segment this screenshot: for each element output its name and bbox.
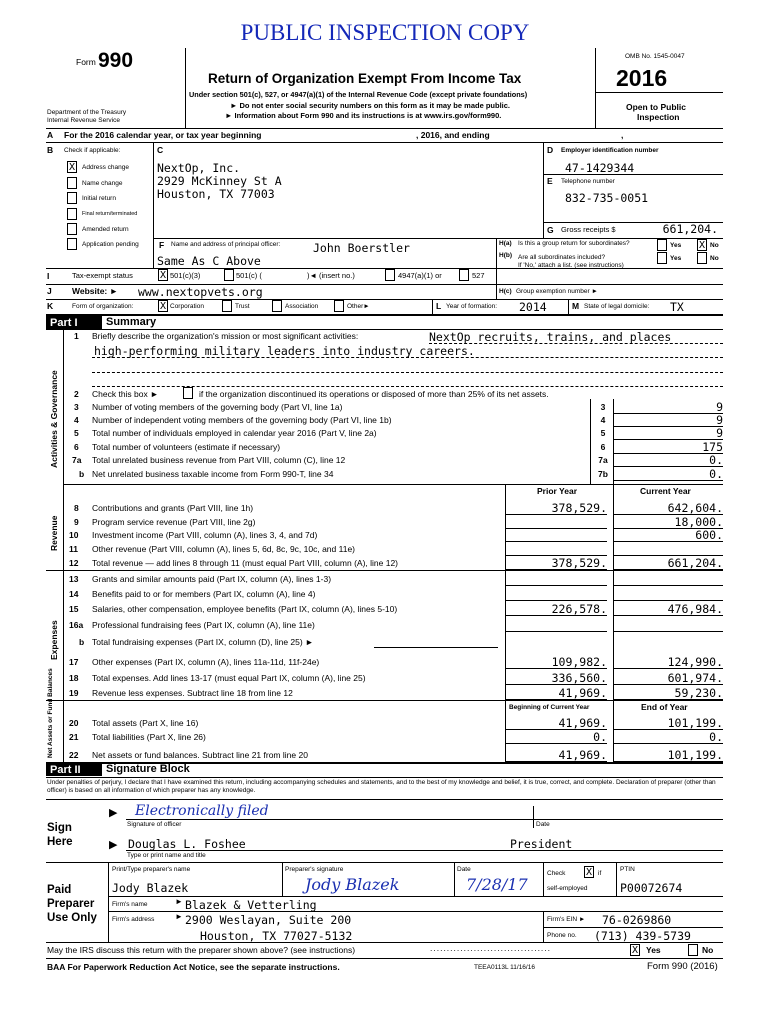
exp-line-num-3: 16a [69,620,84,630]
hb-yes-label: Yes [670,255,682,262]
officer-name: John Boerstler [313,241,410,255]
line-j-letter: J [47,286,52,296]
side-net-assets: Net Assets or Fund Balances [47,668,54,758]
exp2-line-num-0: 17 [69,657,79,667]
exp2-line-text-2: Revenue less expenses. Subtract line 18 from line 12 [92,688,293,698]
net-line-prior-0: 41,969. [505,717,607,730]
preparer-date: 7/28/17 [466,875,528,894]
org-city: Houston, TX 77003 [157,187,275,201]
checkbox-b-2[interactable] [67,192,77,204]
form-of-org-label: Form of organization: [72,303,134,310]
line-l-letter: L [436,301,442,311]
org-name: NextOp, Inc. [157,161,241,175]
exp-line-current-3 [613,619,723,632]
part1-title: Summary [106,316,157,328]
phone-no-label: Phone no. [547,932,577,939]
footer-form: Form 990 (2016) [647,961,718,972]
line2-text: Check this box ► [92,389,159,399]
gov-line-value-0: 9 [613,401,723,414]
line-c-letter: C [157,145,164,155]
exp2-line-num-1: 18 [69,673,79,683]
exp-line-num-2: 15 [69,604,79,614]
checkbox-b-label-2: Initial return [82,195,116,202]
line16b-num: b [79,637,85,647]
if-label: if [598,870,602,877]
ein-value: 47-1429344 [565,161,635,175]
preparer-sig-label: Preparer's signature [285,866,344,873]
tax-exempt-label: Tax-exempt status [72,271,133,280]
gov-line-box-2: 5 [600,428,606,438]
checkbox-b-5[interactable] [67,238,77,250]
exp-line-num-1: 14 [69,589,79,599]
firm-name: Blazek & Vetterling [185,898,317,912]
rev-line-text-1: Program service revenue (Part VIII, line 2g) [92,517,256,527]
checkbox-b-1[interactable] [67,177,77,189]
use-only-label: Use Only [47,912,97,924]
part1-tag: Part I [46,316,102,329]
gov-line-value-4: 0. [613,454,723,467]
rev-line-num-1: 9 [74,517,79,527]
omb-number: OMB No. 1545-0047 [625,53,685,60]
exp-line-prior-0 [505,573,607,586]
ha-label: H(a) [499,240,512,247]
self-employed-label: self-employed [547,885,588,892]
gov-line-value-3: 175 [613,441,723,454]
hb-yes-checkbox[interactable] [657,252,667,264]
firm-name-label: Firm's name [112,901,148,908]
preparer-name: Jody Blazek [112,881,189,895]
info-note: ► Information about Form 990 and its instructions is at www.irs.gov/form990. [225,111,502,120]
527-label: 527 [472,271,485,280]
corporation-label: Corporation [170,303,204,310]
ssn-note: ► Do not enter social security numbers on this form as it may be made public. [230,101,510,110]
association-checkbox[interactable] [272,300,282,312]
ein-label: Employer identification number [561,147,659,154]
gov-line-num-5: b [79,469,85,479]
gov-line-text-1: Number of independent voting members of the governing body (Part VI, line 1b) [92,415,392,425]
gov-line-value-5: 0. [613,468,723,481]
association-label: Association [285,303,319,310]
side-revenue: Revenue [49,515,59,551]
hb-text: Are all subordinates included? [518,254,606,261]
ptin-value: P00072674 [620,881,683,895]
501c-label: 501(c) ( [236,271,262,280]
checkbox-b-4[interactable] [67,223,77,235]
exp2-line-current-1: 601,974. [613,672,723,685]
sign-date-label: Date [536,821,550,828]
form-number: 990 [98,49,134,72]
rev-line-num-0: 8 [74,503,79,513]
phone-value: 832-735-0051 [565,191,649,205]
side-activities-governance: Activities & Governance [49,370,59,468]
exp-line-current-1 [613,588,723,601]
discuss-no-label: No [702,945,714,955]
gov-line-num-1: 4 [74,415,79,425]
firm-ein-value: 76-0269860 [602,913,672,927]
officer-address: Same As C Above [157,254,261,268]
rev-line-prior-3 [505,543,607,556]
trust-checkbox[interactable] [222,300,232,312]
rev-line-prior-0: 378,529. [505,502,607,515]
type-name-title-label: Type or print name and title [127,852,206,859]
net-line-num-1: 21 [69,732,79,742]
ha-text: Is this a group return for subordinates? [518,240,630,247]
discontinued-checkbox[interactable] [183,387,193,399]
line-i-letter: I [47,271,50,281]
checkbox-b-label-3: Final return/terminated [82,211,138,217]
rev-line-num-2: 10 [69,530,79,540]
prior-year-header: Prior Year [537,486,578,496]
rev-line-text-4: Total revenue — add lines 8 through 11 (must equal Part VIII, column (A), line 12) [92,558,398,568]
line-m-letter: M [572,301,580,311]
gov-line-num-0: 3 [74,402,79,412]
rev-line-text-0: Contributions and grants (Part VIII, line 1h) [92,503,254,513]
527-checkbox[interactable] [459,269,469,281]
gov-line-num-4: 7a [72,455,82,465]
boy-header: Beginning of Current Year [509,704,590,711]
501c3-checkbox[interactable]: X [159,270,167,281]
trust-label: Trust [235,303,250,310]
exp-line-prior-2: 226,578. [505,603,607,616]
exp2-line-current-2: 59,230. [613,687,723,700]
discuss-yes-checkbox[interactable]: X [631,945,639,956]
discuss-no-checkbox[interactable] [688,944,698,956]
exp2-line-current-0: 124,990. [613,656,723,669]
org-street: 2929 McKinney St A [157,174,282,188]
gov-line-box-1: 4 [600,415,606,425]
preparer-phone: (713) 439-5739 [594,929,691,943]
exp-line-num-0: 13 [69,574,79,584]
discuss-text: May the IRS discuss this return with the preparer shown above? (see instructions) [47,945,356,955]
net-line-text-1: Total liabilities (Part X, line 26) [92,732,206,742]
check-label: Check [547,870,566,877]
discuss-yes-label: Yes [646,945,661,955]
firm-address-2: Houston, TX 77027-5132 [200,929,353,943]
gov-line-text-0: Number of voting members of the governing body (Part VI, line 1a) [92,402,343,412]
footer-code: TEEA0113L 11/16/16 [474,964,535,971]
exp2-line-num-2: 19 [69,688,79,698]
tax-year: 2016 [616,65,668,91]
rev-line-text-3: Other revenue (Part VIII, column (A), lines 5, 6d, 8c, 9c, 10c, and 11e) [92,544,355,554]
net-line-current-1: 0. [613,731,723,744]
exp2-line-prior-1: 336,560. [505,672,607,685]
insert-no-label: )◄ (insert no.) [307,271,355,280]
checkbox-b-label-5: Application pending [82,241,139,248]
form-label: Form [76,57,96,67]
gov-line-text-4: Total unrelated business revenue from Part VIII, column (C), line 12 [92,455,346,465]
state-domicile-value: TX [670,300,684,314]
gov-line-box-0: 3 [600,402,606,412]
checkbox-b-label-4: Amended return [82,226,129,233]
ha-no-checkbox[interactable]: X [698,240,706,251]
hc-label: H(c) [499,288,512,295]
firm-address-1: 2900 Weslayan, Suite 200 [185,913,352,927]
exp2-line-prior-0: 109,982. [505,656,607,669]
501c-checkbox[interactable] [224,269,234,281]
gov-line-box-3: 6 [600,442,606,452]
preparer-date-label: Date [457,866,471,873]
line-b-letter: B [47,145,54,155]
form-title: Return of Organization Exempt From Income Tax [208,71,522,86]
eoy-header: End of Year [641,702,688,712]
gov-line-num-2: 5 [74,428,79,438]
open-public: Open to Public [626,102,686,112]
checkbox-b-3[interactable] [67,208,77,220]
line-e-letter: E [547,176,553,186]
checkbox-b-0[interactable]: X [68,162,76,173]
self-employed-checkbox[interactable]: X [585,867,593,878]
mission-line1: NextOp recruits, trains, and places [429,330,672,344]
gov-line-text-3: Total number of volunteers (estimate if necessary) [92,442,281,452]
ha-yes-checkbox[interactable] [657,239,667,251]
rev-line-num-4: 12 [69,558,79,568]
501c3-label: 501(c)(3) [170,271,201,280]
part2-title: Signature Block [106,763,190,775]
gov-line-text-2: Total number of individuals employed in calendar year 2016 (Part V, line 2a) [92,428,377,438]
rev-line-text-2: Investment income (Part VIII, column (A), lines 3, 4, and 7d) [92,530,318,540]
rev-line-current-1: 18,000. [613,516,723,529]
line-f-letter: F [159,240,165,250]
exp-line-prior-1 [505,588,607,601]
perjury-statement: Under penalties of perjury, I declare that I have examined this return, including accompanying schedules and statements, and to the best of my knowledge and belief, it is true, correct, and complete. Declaration of preparer (other than officer) is based on all information of which preparer has any knowledge. [47,779,716,794]
preparer-name-label: Print/Type preparer's name [112,866,191,873]
phone-label: Telephone number [561,178,615,185]
hb-no-checkbox[interactable] [697,252,707,264]
gov-line-value-2: 9 [613,427,723,440]
paid-label: Paid [47,884,72,896]
hc-text: Group exemption number ► [516,288,598,295]
mission-line2: high-performing military leaders into industry careers. [94,344,475,358]
rev-line-prior-4: 378,529. [505,557,607,570]
open-inspection: Inspection [637,112,680,122]
exp-line-text-2: Salaries, other compensation, employee benefits (Part IX, column (A), lines 5-10) [92,604,398,614]
exp-line-text-3: Professional fundraising fees (Part IX, column (A), line 11e) [92,620,315,630]
gov-line-box-4: 7a [598,455,608,465]
4947-checkbox[interactable] [385,269,395,281]
exp-line-current-2: 476,984. [613,603,723,616]
line-g-letter: G [547,225,554,235]
public-inspection-banner: PUBLIC INSPECTION COPY [240,20,530,45]
exp2-line-text-1: Total expenses. Add lines 13-17 (must equal Part IX, column (A), line 25) [92,673,366,683]
other-checkbox[interactable] [334,300,344,312]
ha-yes-label: Yes [670,242,682,249]
exp2-line-text-0: Other expenses (Part IX, column (A), lines 11a-11d, 11f-24e) [92,657,320,667]
net-line-current-2: 101,199. [613,749,723,762]
rev-line-current-2: 600. [613,529,723,542]
sign-label-1: Sign [47,822,72,834]
exp-line-text-1: Benefits paid to or for members (Part IX, column (A), line 4) [92,589,316,599]
dept-treasury: Department of the Treasury [47,109,127,116]
officer-label: Name and address of principal officer: [171,241,281,248]
current-year-header: Current Year [640,486,691,496]
line-b-text: Check if applicable: [64,147,121,154]
part2-tag: Part II [46,763,102,776]
rev-line-current-4: 661,204. [613,557,723,570]
net-line-num-0: 20 [69,718,79,728]
year-formation-value: 2014 [519,300,547,314]
firm-address-label: Firm's address [112,916,155,923]
firm-ein-label: Firm's EIN ► [547,916,586,923]
year-formation-label: Year of formation: [446,303,498,310]
rev-line-current-0: 642,604. [613,502,723,515]
side-expenses: Expenses [49,620,59,660]
line-k-letter: K [47,301,54,311]
hb-no-label: No [710,255,719,262]
officer-signature: Electronically filed [135,803,269,819]
gov-line-box-5: 7b [598,469,608,479]
gross-receipts-label: Gross receipts $ [561,225,616,234]
net-line-text-2: Net assets or fund balances. Subtract line 21 from line 20 [92,750,308,760]
exp2-line-prior-2: 41,969. [505,687,607,700]
footer-baa: BAA For Paperwork Reduction Act Notice, see the separate instructions. [47,962,340,972]
preparer-label: Preparer [47,898,95,910]
net-line-text-0: Total assets (Part X, line 16) [92,718,199,728]
state-domicile-label: State of legal domicile: [584,303,650,310]
net-line-prior-2: 41,969. [505,749,607,762]
exp-line-text-0: Grants and similar amounts paid (Part IX, column (A), lines 1-3) [92,574,332,584]
ptin-label: PTIN [620,866,635,873]
irs-name: Internal Revenue Service [47,117,120,124]
net-line-prior-1: 0. [505,731,607,744]
sign-label-2: Here [47,836,73,848]
gov-line-num-3: 6 [74,442,79,452]
gov-line-value-1: 9 [613,414,723,427]
line1-text: Briefly describe the organization's mission or most significant activities: [92,331,359,341]
line-a-letter: A [47,130,54,140]
form-subtitle: Under section 501(c), 527, or 4947(a)(1) of the Internal Revenue Code (except private foundations) [189,90,528,99]
hb-label: H(b) [499,252,512,259]
line2-rest: if the organization discontinued its operations or disposed of more than 25% of its net assets. [199,389,549,399]
line-a-mid: , 2016, and ending [416,130,490,140]
line2-num: 2 [74,389,79,399]
line-a-end: , [621,130,624,140]
ha-no-label: No [710,242,719,249]
checkbox-b-label-1: Name change [82,180,123,187]
officer-print-name: Douglas L. Foshee [128,837,246,851]
net-line-current-0: 101,199. [613,717,723,730]
exp-line-prior-3 [505,619,607,632]
line1-num: 1 [74,331,79,341]
hb-note: If 'No,' attach a list. (see instructions) [518,262,624,269]
gov-line-text-5: Net unrelated business taxable income from Form 990-T, line 34 [92,469,334,479]
line-a-text: For the 2016 calendar year, or tax year beginning [64,130,262,140]
officer-title: President [510,837,573,851]
net-line-num-2: 22 [69,750,79,760]
checkbox-b-label-0: Address change [82,164,129,171]
preparer-signature: Jody Blazek [305,875,400,894]
signature-of-officer-label: Signature of officer [127,821,182,828]
gross-receipts-value: 661,204. [662,222,718,236]
4947-label: 4947(a)(1) or [398,271,442,280]
rev-line-current-3 [613,543,723,556]
rev-line-num-3: 11 [69,544,78,554]
website-value[interactable]: www.nextopvets.org [138,285,263,299]
rev-line-prior-2 [505,529,607,542]
corporation-checkbox[interactable]: X [159,301,167,312]
line16b-text: Total fundraising expenses (Part IX, column (D), line 25) ► [92,637,314,647]
exp-line-current-0 [613,573,723,586]
line-d-letter: D [547,145,554,155]
website-label: Website: ► [72,286,119,296]
rev-line-prior-1 [505,516,607,529]
other-label: Other► [347,303,370,310]
